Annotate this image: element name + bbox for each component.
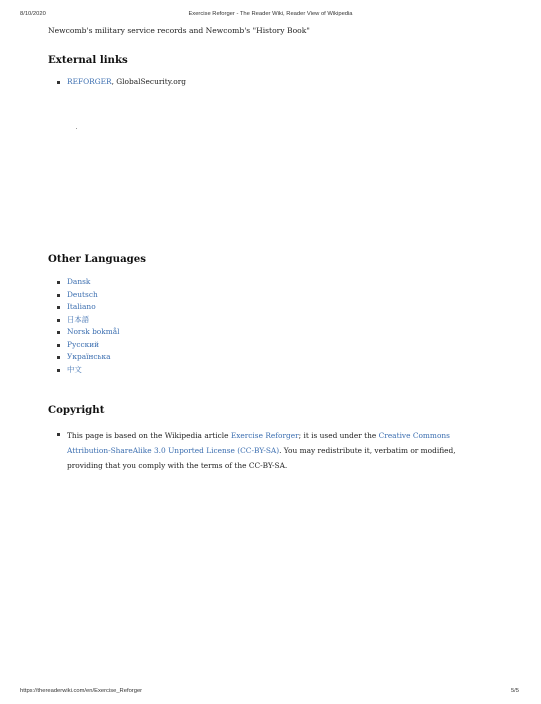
language-item: [57, 351, 507, 364]
language-item: [57, 301, 507, 314]
link-suffix: , GlobalSecurity.org: [111, 77, 186, 86]
external-links-list: [57, 76, 507, 89]
language-link-deutsch[interactable]: Deutsch: [67, 289, 98, 299]
print-title: Exercise Reforger - The Reader Wiki, Reader View of Wikipedia: [188, 11, 353, 17]
list-item: [57, 76, 507, 89]
article-body: [48, 25, 508, 36]
language-item: [57, 289, 507, 302]
page-number: 5/5: [510, 688, 519, 694]
bullet-icon: [57, 81, 60, 84]
page-url: https://thereaderwiki.com/en/Exercise_Reforger: [20, 688, 143, 694]
language-link-norsk[interactable]: Norsk bokmål: [67, 327, 120, 336]
language-item: [57, 364, 507, 377]
stray-dot: [76, 128, 77, 129]
other-languages-heading: Other Languages: [48, 253, 147, 265]
language-link-ukrainian[interactable]: Українська: [67, 352, 111, 361]
bullet-icon: [57, 319, 60, 322]
language-item: [57, 314, 507, 327]
language-item: [57, 339, 507, 352]
bullet-icon: [57, 281, 60, 284]
article-link[interactable]: Exercise Reforger: [230, 431, 299, 440]
language-item: [57, 326, 507, 339]
language-link-russian[interactable]: Русский: [67, 339, 100, 349]
print-date: 8/10/2020: [20, 11, 46, 17]
bullet-icon: [57, 306, 60, 309]
license-link[interactable]: Creative Commons Attribution-ShareAlike 3.0 Unported License (CC-BY-SA): [67, 431, 450, 455]
external-links-heading: External links: [48, 54, 128, 66]
copyright-text-part: . You may redistribute it, verbatim or modified, providing that you comply with the terms of the CC-BY-SA.: [67, 446, 456, 470]
bullet-icon: [57, 331, 60, 334]
copyright-text: [57, 428, 487, 473]
copyright-text-part: ; it is used under the: [298, 431, 379, 440]
bullet-icon: [57, 356, 60, 359]
copyright-text-part: This page is based on the Wikipedia article: [67, 431, 231, 440]
language-link-dansk[interactable]: Dansk: [67, 277, 91, 286]
languages-list: [57, 276, 507, 376]
language-item: [57, 276, 507, 289]
copyright-list: [57, 428, 487, 473]
bullet-icon: [57, 433, 60, 436]
bullet-icon: [57, 369, 60, 372]
bullet-icon: [57, 294, 60, 297]
language-link-japanese[interactable]: 日本語: [67, 314, 90, 324]
lead-text: Newcomb's military service records and Newcomb's "History Book": [48, 26, 310, 35]
language-link-chinese[interactable]: 中文: [67, 364, 82, 374]
bullet-icon: [57, 344, 60, 347]
copyright-heading: Copyright: [48, 404, 105, 416]
reforger-link[interactable]: REFORGER: [67, 77, 112, 86]
language-link-italiano[interactable]: Italiano: [67, 302, 96, 311]
